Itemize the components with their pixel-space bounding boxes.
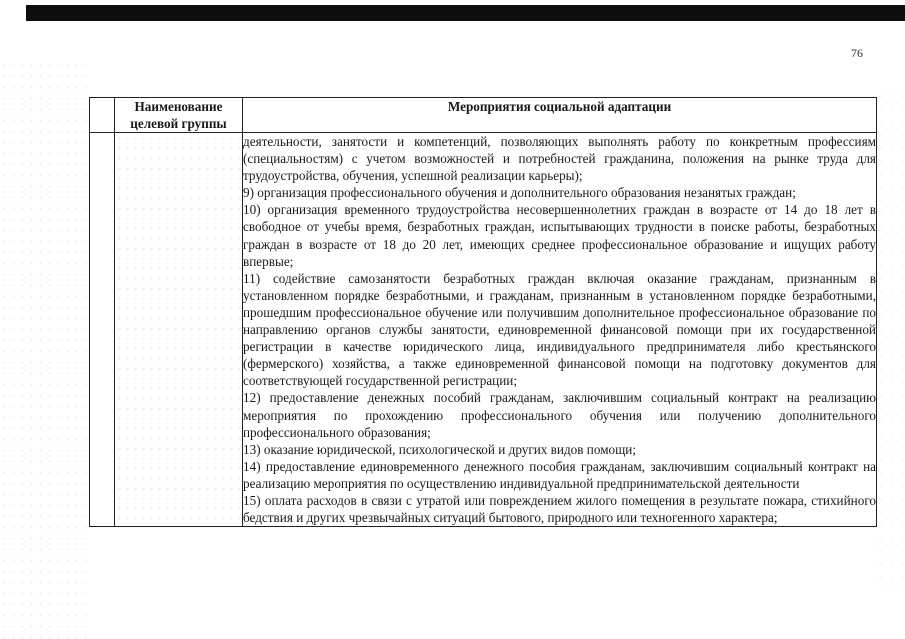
measure-paragraph-continuation: деятельности, занятости и компетенций, позволяющих выполнять работу по конкретным профессиям (специальностям) с учетом возможностей и потребностей гражданина, положения на рынке труда для трудоустройства, обучения, успешной реализации карьеры); [243,134,876,184]
target-group-cell [115,133,243,527]
scan-noise-left [0,60,90,639]
number-cell [90,133,115,527]
measure-item-10: 10) организация временного трудоустройства несовершеннолетних граждан в возрасте от 14 до 18 лет в свободное от учебы время, безработных граждан, испытывающих трудности в поиске работы, безработных граждан в возрасте от 18 до 20 лет, имеющих среднее профессиональное образование и ищущих работу впервые; [243,202,876,269]
measure-item-13: 13) оказание юридической, психологической и других видов помощи; [243,441,637,457]
measure-item-12: 12) предоставление денежных пособий гражданам, заключившим социальный контракт на реализацию мероприятия по прохождению профессионального обучения или получению дополнительного профессионального образования; [243,390,876,440]
header-measures: Мероприятия социальной адаптации [243,98,877,133]
table-row [90,133,877,527]
measures-cell [243,133,877,527]
header-target-group: Наименование целевой группы [115,98,243,133]
table-header-row [90,98,877,133]
measure-item-11: 11) содействие самозанятости безработных граждан включая оказание гражданам, признанным в установленном порядке безработными, и гражданам, признанным в установленном порядке безработными, прошедшим профессиональное обучение или получившим дополнительное профессиональное образование по направлению органов службы занятости, единовременной финансовой помощи при их государственной регистрации в качестве юридического лица, индивидуального предпринимателя либо крестьянского (фермерского) хозяйства, а также единовременной финансовой помощи на подготовку документов для соответствующей государственной регистрации; [243,270,876,389]
header-number-cell [90,98,115,133]
scan-top-band [26,5,905,21]
measures-table [89,97,877,527]
page-number: 76 [851,46,863,60]
scan-noise-right [875,90,905,590]
measure-item-15: 15) оплата расходов в связи с утратой или повреждением жилого помещения в результате пожара, стихийного бедствия и других чрезвычайных ситуаций бытового, природного или техногенного характера; [243,492,876,526]
measure-item-9: 9) организация профессионального обучения и дополнительного образования незанятых граждан; [243,185,796,201]
measure-item-14: 14) предоставление единовременного денежного пособия гражданам, заключившим социальный контракт на реализацию мероприятия по осуществлению индивидуальной предпринимательской деятельности [243,458,876,491]
